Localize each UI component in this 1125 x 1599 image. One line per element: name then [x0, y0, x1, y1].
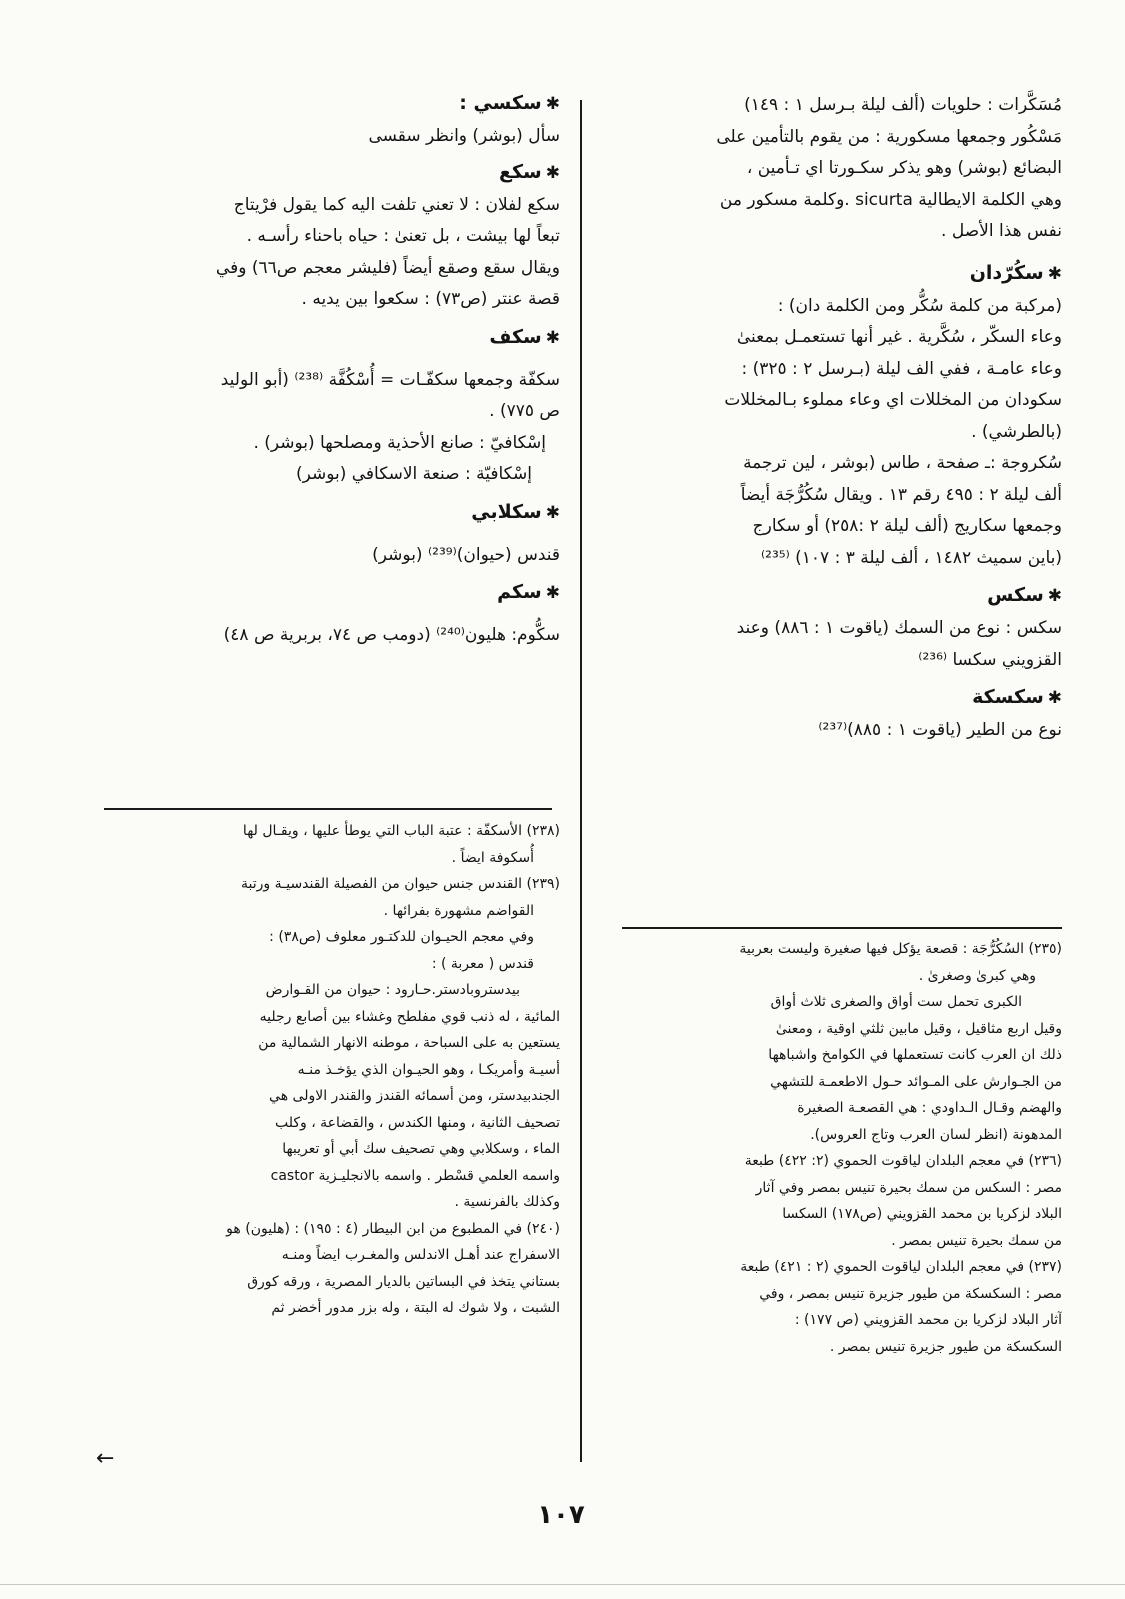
entry-line: سُكروجة :ـ صفحة ، طاس (بوشر ، لين ترجمة [743, 453, 1062, 473]
entry-line: القزويني سكسا ⁽²³⁶⁾ [918, 649, 1062, 670]
footnote-line: الاسفراج عند أهـل الاندلس والمغـرب ايضاً ومنـه [281, 1247, 560, 1263]
footnote-rule-right [622, 927, 1062, 929]
entry-sakf [78, 322, 560, 491]
scan-edge-line [0, 1584, 1125, 1585]
asterisk-icon: ✱ [545, 94, 560, 114]
footnote-line: (٢٣٧) في معجم البلدان لياقوت الحموي (٢ : ٤٢١) طبعة [740, 1259, 1062, 1275]
entry-line: ص ٧٧٥) . [489, 401, 560, 421]
entry-line: سأل (بوشر) وانظر سقسى [368, 126, 560, 146]
entry-line: البضائع (بوشر) وهو يذكر سكـورتا اي تـأمين ، [746, 158, 1062, 178]
footnote-line: بستاني يتخذ في البساتين بالديار المصرية ، ورقه كورق [247, 1273, 560, 1290]
entry-line: وهي الكلمة الايطالية sicurta .وكلمة مسكور من [719, 189, 1062, 210]
column-divider [580, 100, 582, 1462]
entry-line: ألف ليلة ٢ : ٤٩٥ رقم ١٣ . ويقال سُكُرُّجَة أيضاً [740, 484, 1062, 505]
entry-line: سكس : نوع من السمك (ياقوت ١ : ٨٨٦) وعند [736, 618, 1062, 638]
entry-line: قندس (حيوان)⁽²³⁹⁾ (بوشر) [372, 544, 560, 565]
footnote-line: أسيـة وأمريكـا ، وهو الحيـوان الذي يؤخـذ منـه [297, 1061, 560, 1078]
entry-musakkarat [612, 90, 1062, 248]
footnote-line: آثار البلاد لزكريا بن محمد القزويني (ص ١٧٧) : [794, 1312, 1062, 1328]
entry-sakm [78, 577, 560, 652]
footnote-line: وكذلك بالفرنسية . [454, 1194, 560, 1210]
entry-saka [78, 157, 560, 316]
footnote-line: القواضم مشهورة بفرائها . [383, 902, 534, 919]
entry-line: نوع من الطير (ياقوت ١ : ٨٨٥)⁽²³⁷⁾ [818, 720, 1062, 740]
right-column [612, 80, 1062, 1470]
left-column-footnotes [78, 818, 560, 1322]
footnote-line: والهضم وقـال الـداودي : هي القصعـة الصغيرة [797, 1100, 1062, 1116]
footnote-239 [78, 871, 560, 1216]
footnote-line: (٢٣٨) الأسكفّة : عتبة الباب التي يوطأ عليها ، ويقـال لها [242, 823, 560, 839]
entry-line: سكفّة وجمعها سكفّـات = أُسْكُفَّة ⁽²³⁸⁾ (أبو الوليد [220, 369, 560, 390]
asterisk-icon: ✱ [1047, 688, 1062, 708]
entry-line: مَسْكُور وجمعها مسكورية : من يقوم بالتأمين على [716, 126, 1062, 147]
entry-heading: ✱سكف [489, 325, 560, 348]
footnote-238 [78, 818, 560, 871]
entry-line: سكُّوم: هليون⁽²⁴⁰⁾ (دومب ص ٧٤، بربرية ص ٤٨) [223, 625, 560, 645]
entry-heading: ✱سكلابي [471, 500, 560, 523]
entry-heading: ✱سكم [497, 581, 560, 603]
footnote-line: واسمه العلمي قسْطر . واسمه بالانجليـزية castor [270, 1167, 560, 1184]
footnote-line: الكبرى تحمل ست أواق والصغرى ثلاث أواق [770, 994, 1022, 1010]
footnote-line: (٢٣٥) السُكُرُّجَة : قصعة يؤكل فيها صغيرة وليست بعربية [739, 941, 1062, 957]
footnote-line: قندس ( معربة ) : [431, 955, 534, 972]
entry-line: سكع لفلان : لا تعني تلفت اليه كما يقول فرْيتاج [233, 194, 560, 215]
right-column-body [612, 90, 1062, 747]
entry-line: إسْكافيّ : صانع الأحذية ومصلحها (بوشر) . [253, 432, 546, 453]
asterisk-icon: ✱ [545, 327, 560, 348]
entry-heading: ✱سكُرّدان [969, 261, 1062, 284]
entry-line: (باين سميث ١٤٨٢ ، ألف ليلة ٣ : ١٠٧) ⁽²³⁵⁾ [760, 547, 1062, 568]
entry-line: إسْكافيّة : صنعة الاسكافي (بوشر) [295, 464, 532, 484]
entry-line: وعاء السكّر ، سُكَّرية . غير أنها تستعمـل بمعنىٰ [736, 327, 1062, 347]
entry-line: (مركبة من كلمة سُكُّر ومن الكلمة دان) : [777, 295, 1062, 316]
entry-line: سكودان من المخللات اي وعاء مملوء بـالمخللات [724, 390, 1062, 410]
footnote-line: مصر : السكسكة من طيور جزيرة تنيس بمصر ، وفي [759, 1285, 1062, 1302]
asterisk-icon: ✱ [545, 583, 560, 603]
entry-sklabi [78, 497, 560, 572]
footnote-line: وهي كبرىٰ وصغرىٰ . [918, 967, 1036, 984]
entry-saksi [78, 88, 560, 153]
footnote-line: من الجـوارش على المـوائد حـول الاطعمـة للتشهي [770, 1073, 1062, 1090]
entry-line: وعاء عامـة ، ففي الف ليلة (بـرسل ٢ : ٣٢٥) : [741, 358, 1062, 379]
asterisk-icon: ✱ [1047, 263, 1062, 284]
page-number: ١٠٧ [537, 1500, 585, 1530]
entry-line: ويقال سقع وصقع أيضاً (فليشر معجم ص٦٦) وفي [215, 257, 560, 278]
footnote-line: (٢٤٠) في المطبوع من ابن البيطار (٤ : ١٩٥) : (هليون) هو [226, 1220, 560, 1237]
entry-heading: ✱سكسي : [459, 92, 560, 114]
footnote-236 [612, 1148, 1062, 1254]
footnote-line: وقيل اربع مثاقيل ، وقيل مابين ثلثي اوقية ، ومعنىٰ [775, 1020, 1062, 1037]
footnote-line: (٢٣٦) في معجم البلدان لياقوت الحموي (٢: ٤٢٢) طبعة [744, 1153, 1062, 1169]
footnote-line: الماء ، وسكلابي وهي تصحيف سك أبي أو تعريبها [282, 1141, 560, 1157]
footnote-line: مصر : السكس من سمك بحيرة تنيس بمصر وفي آثار [755, 1179, 1062, 1196]
footnote-line: يستعين به على السباحة ، موطنه الانهار الشمالية من [258, 1035, 560, 1051]
asterisk-icon: ✱ [1047, 586, 1062, 606]
entry-line: (بالطرشي) . [971, 421, 1062, 442]
left-column-body [78, 84, 560, 652]
footnote-line: الجندبيدستر، ومن أسمائه القندز والقندر الاولى هي [269, 1088, 560, 1104]
footnote-237 [612, 1254, 1062, 1360]
entry-line: نفس هذا الأصل . [941, 221, 1062, 241]
footnote-line: الشبت ، ولا شوك له البتة ، وله بزر مدور أخضر ثم [271, 1300, 560, 1316]
footnote-235 [612, 936, 1062, 1148]
footnote-line: البلاد لزكريا بن محمد القزويني (ص١٧٨) السكسا [782, 1206, 1062, 1222]
footnote-line: السكسكة من طيور جزيرة تنيس بمصر . [829, 1338, 1062, 1355]
entry-heading: ✱سكس [987, 584, 1062, 606]
footnote-line: أُسكوفة ايضاً . [451, 849, 534, 866]
footnote-line: المدهونة (انظر لسان العرب وتاج العروس). [810, 1126, 1062, 1143]
footnote-line: (٢٣٩) القندس جنس حيوان من الفصيلة القندسيـة ورتبة [241, 876, 560, 892]
asterisk-icon: ✱ [545, 502, 560, 523]
footnote-line: بيدستروبادستر.حـارود : حيوان من القـوارض [265, 982, 520, 998]
entry-heading: ✱سكع [499, 160, 560, 183]
footnote-line: من سمك بحيرة تنيس بمصر . [891, 1232, 1062, 1249]
entry-line: تبعاً لها بيشت ، بل تعنىٰ : حياه باحناء رأسـه . [246, 226, 560, 246]
entry-line: وجمعها سكاريج (ألف ليلة ٢ :٢٥٨) أو سكارج [752, 516, 1062, 536]
footnote-line: تصحيف الثانية ، ومنها الكندس ، والقضاعة ، وكلب [274, 1114, 560, 1131]
footnote-line: ذلك ان العرب كانت تستعملها في الكوامخ واشباهها [768, 1047, 1062, 1063]
footnote-line: المائية ، له ذنب قوي مفلطح وغشاء بين أصابع رجليه [259, 1008, 560, 1025]
continue-arrow-icon: ← [96, 1446, 115, 1471]
asterisk-icon: ✱ [545, 162, 560, 183]
entry-sakska [612, 682, 1062, 747]
entry-sukurdan [612, 258, 1062, 575]
right-column-footnotes [612, 936, 1062, 1360]
entry-sks [612, 580, 1062, 676]
entry-heading: ✱سكسكة [972, 686, 1062, 708]
entry-line: مُسَكَّرات : حلويات (ألف ليلة بـرسل ١ : ١٤٩) [744, 95, 1062, 115]
footnote-240 [78, 1216, 560, 1322]
footnote-line: وفي معجم الحيـوان للدكتـور معلوف (ص٣٨) : [269, 929, 534, 945]
entry-line: قصة عنتر (ص٧٣) : سكعوا بين يديه . [301, 289, 560, 309]
left-column [78, 80, 560, 1470]
